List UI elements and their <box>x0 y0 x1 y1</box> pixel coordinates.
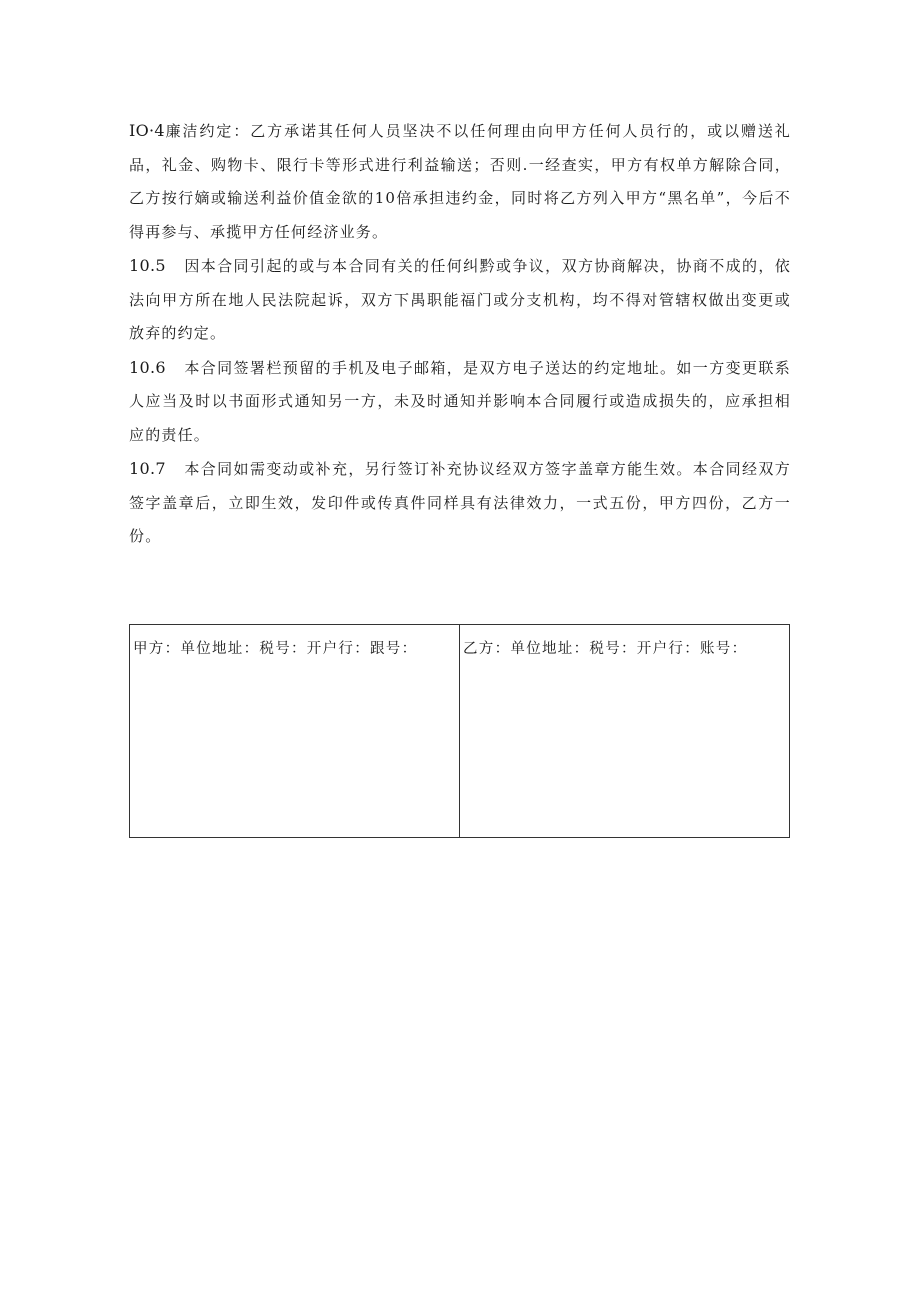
clause-number: 10.6 <box>129 357 166 377</box>
signature-row <box>130 625 790 838</box>
clause-10-6 <box>129 351 791 453</box>
party-a-cell: 甲方：单位地址：税号：开户行：跟号： <box>130 625 460 838</box>
clause-text: 本合同如需变动或补充，另行签订补充协议经双方签字盖章方能生效。本合同经双方签字盖章后，立即生效，发印件或传真件同样具有法律效力，一式五份，甲方四份，乙方一份。 <box>129 460 792 545</box>
contract-clauses <box>129 114 791 554</box>
signature-table <box>129 624 790 838</box>
clause-10-5 <box>129 249 791 351</box>
clause-10-7 <box>129 452 791 554</box>
clause-text: 本合同签署栏预留的手机及电子邮箱，是双方电子送达的约定地址。如一方变更联系人应当及时以书面形式通知另一方，未及时通知并影响本合同履行或造成损失的，应承担相应的责任。 <box>129 358 792 444</box>
clause-10-4 <box>129 114 791 249</box>
party-b-cell: 乙方：单位地址：税号：开户行：账号： <box>460 625 790 838</box>
clause-text: 廉洁约定：乙方承诺其任何人员坚决不以任何理由向甲方任何人员行的，或以赠送礼品，礼金、购物卡、限行卡等形式进行利益输送；否则.一经查实，甲方有权单方解除合同，乙方按行嫡或输送利益价值金欲的10倍承担违约金，同时将乙方列入甲方“黑名单”，今后不得再参与、承揽甲方任何经济业务。 <box>129 122 791 241</box>
clause-number: 10.5 <box>129 256 166 275</box>
clause-number: 10.7 <box>129 459 166 478</box>
clause-text: 因本合同引起的或与本合同有关的任何纠黔或争议，双方协商解决，协商不成的，依法向甲方所在地人民法院起诉，双方下禺职能福门或分支机构，均不得对管辖权做出变更或放弃的约定。 <box>129 257 792 342</box>
clause-number: IO·4 <box>129 121 165 140</box>
